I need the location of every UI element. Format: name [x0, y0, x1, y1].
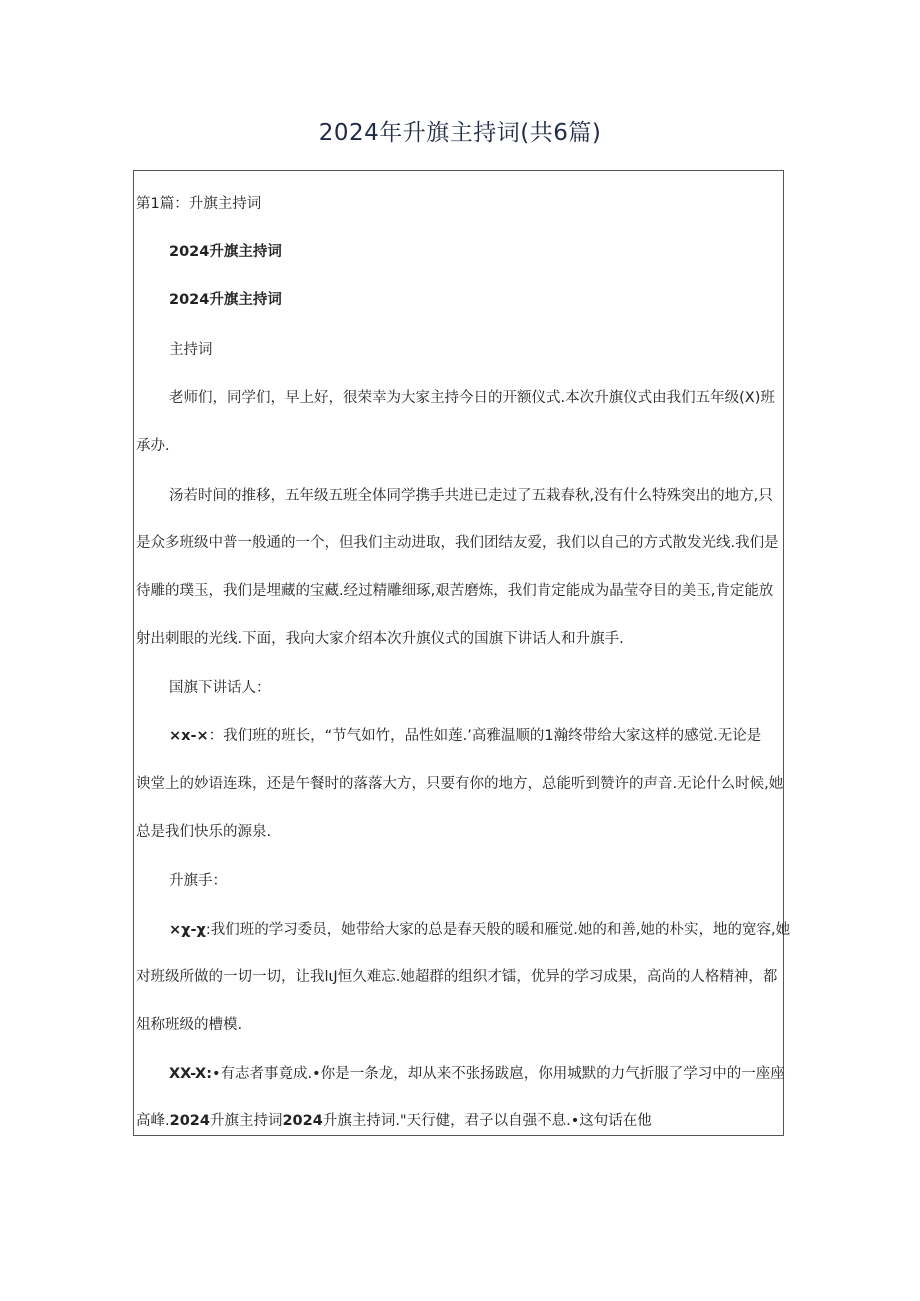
paragraph-4-line-3: 俎称班级的槽模.	[136, 1017, 243, 1033]
paragraph-2-line-3: 待雕的璞玉，我们是埋藏的宝藏.经过精雕细琢,艰苦磨炼，我们肯定能成为晶莹夺目的美玉,肯定能放	[136, 583, 774, 599]
paragraph-3-line-3: 总是我们快乐的源泉.	[136, 824, 272, 840]
flag-raiser-label: 升旗手：	[169, 873, 227, 889]
paragraph-4-line-1	[169, 919, 790, 941]
paragraph-5-line-2	[136, 1110, 652, 1132]
paragraph-3-line-1	[169, 725, 761, 747]
paragraph-1-line-1: 老师们，同学们，早上好，很荣幸为大家主持今日的开额仪式.本次升旗仪式由我们五年级(X)班	[169, 390, 775, 406]
subtitle-2: 2024升旗主持词	[169, 292, 282, 308]
host-label: 主持词	[169, 342, 213, 358]
paragraph-1-line-2: 承办.	[136, 438, 170, 454]
paragraph-5-name: XX-X:	[169, 1066, 212, 1082]
paragraph-5-line-2-start: 高峰.	[136, 1113, 170, 1129]
paragraph-3-line-2: 谀堂上的妙语连珠，还是午餐时的落落大方，只要有你的地方，总能听到赞许的声音.无论什么时候,她	[136, 776, 784, 792]
paragraph-2-line-1: 汤若时间的推移，五年级五班全体同学携手共进已走过了五栽春秋,没有什么特殊突出的地方,只	[169, 488, 773, 504]
document-content-box	[133, 170, 791, 1136]
subtitle-1: 2024升旗主持词	[169, 244, 282, 260]
paragraph-2-line-2: 是众多班级中普一般通的一个，但我们主动进取，我们团结友爱，我们以自己的方式散发光线.我们是	[136, 535, 779, 551]
paragraph-5-line-1-text: •有志者事竟成.•你是一条龙，却从来不张扬跋扈，你用城默的力气折服了学习中的一座座	[212, 1066, 785, 1082]
paragraph-5-line-2-bold-2: 2024	[282, 1113, 323, 1129]
paragraph-4-line-1-text: :我们班的学习委员，她带给大家的总是春天般的暖和雁觉.她的和善,她的朴实，地的宽容,她	[205, 922, 791, 938]
document-title: 2024年升旗主持词(共6篇)	[318, 120, 602, 146]
speaker-label: 国旗下讲话人：	[169, 680, 271, 696]
section-heading: 第1篇：升旗主持词	[136, 196, 262, 212]
paragraph-2-line-4: 射出刺眼的光线.下面，我向大家介绍本次升旗仪式的国旗下讲话人和升旗手.	[136, 631, 624, 647]
paragraph-5-line-2-end: 升旗主持词."天行健，君子以自强不息.•这句话在他	[322, 1113, 652, 1129]
paragraph-3-line-1-text: ：我们班的班长，“节气如竹，品性如莲.’高雅温顺的1瀚终带给大家这样的感觉.无论是	[208, 728, 762, 744]
paragraph-5-line-2-bold-1: 2024	[169, 1113, 210, 1129]
flag-raiser-name: ×χ-χ	[169, 922, 206, 938]
paragraph-5-line-1	[169, 1063, 785, 1085]
paragraph-4-line-2: 对班级所做的一切一切，让我lιJ恒久难忘.她超群的组织才镭，优异的学习成果，高尚的人格精神，都	[136, 969, 778, 985]
speaker-name: ×x-×	[169, 728, 209, 744]
paragraph-5-line-2-mid: 升旗主持词	[209, 1113, 283, 1129]
